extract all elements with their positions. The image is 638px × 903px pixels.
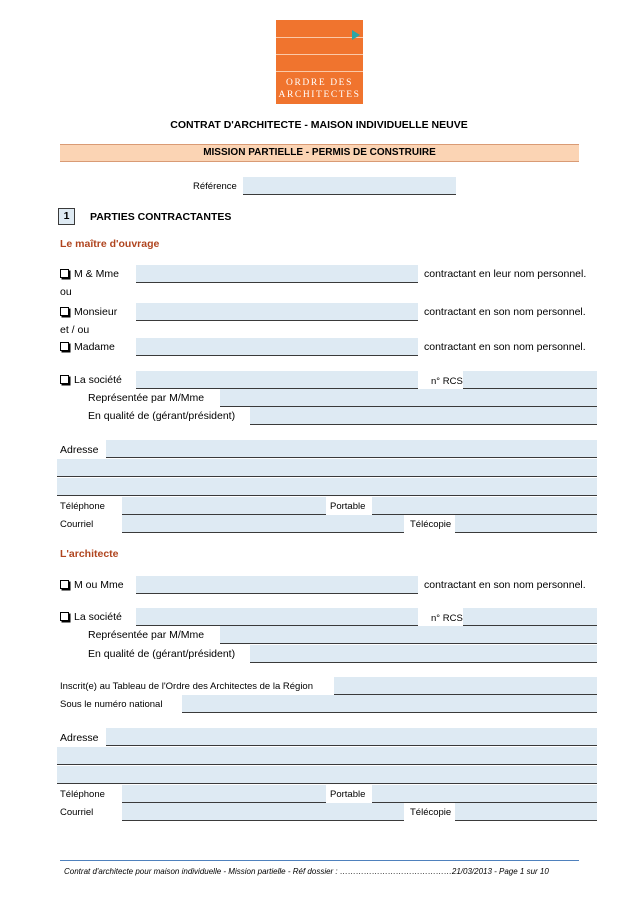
logo-corner-mark [352,30,360,40]
adresse-label: Adresse [60,444,99,456]
section-title: PARTIES CONTRACTANTES [90,211,232,223]
numero-national-field[interactable] [182,695,597,713]
arch-rcs-label: n° RCS [431,613,463,624]
monsieur-suffix: contractant en son nom personnel. [424,306,586,318]
architecte-heading: L'architecte [60,548,119,560]
ordre-des-architectes-logo [276,20,363,104]
checkbox-societe[interactable] [60,375,69,384]
courriel-field[interactable] [122,515,404,533]
adresse-field-1[interactable] [106,440,597,458]
adresse-field-3[interactable] [57,478,597,496]
telecopie-field[interactable] [455,515,597,533]
checkbox-m-ou-mme[interactable] [60,580,69,589]
footer-rule [60,860,579,861]
ou-label: ou [60,286,72,298]
monsieur-name-field[interactable] [136,303,418,321]
option-societe-label: La société [74,374,122,386]
option-m-ou-mme-label: M ou Mme [74,579,124,591]
reference-label: Référence [193,181,237,192]
arch-portable-field[interactable] [372,785,597,803]
arch-qualite-label: En qualité de (gérant/président) [88,648,236,660]
option-madame[interactable] [60,340,115,354]
section-number: 1 [63,210,70,222]
option-madame-label: Madame [74,341,115,353]
telephone-field[interactable] [122,497,326,515]
option-m-mme-label: M & Mme [74,268,119,280]
represente-label: Représentée par M/Mme [88,392,205,404]
maitre-ouvrage-heading: Le maître d'ouvrage [60,238,160,250]
madame-suffix: contractant en son nom personnel. [424,341,586,353]
portable-label: Portable [330,501,366,512]
section-number-box [58,208,75,225]
architecte-name-field[interactable] [136,576,418,594]
arch-rcs-field[interactable] [463,608,597,626]
arch-checkbox-societe[interactable] [60,612,69,621]
arch-represente-field[interactable] [220,626,597,644]
telecopie-label: Télécopie [410,519,452,530]
document-title: CONTRAT D'ARCHITECTE - MAISON INDIVIDUELLE NEUVE [170,119,468,131]
option-m-ou-mme[interactable] [60,578,124,592]
checkbox-madame[interactable] [60,342,69,351]
m-mme-suffix: contractant en leur nom personnel. [424,268,587,280]
qualite-label: En qualité de (gérant/président) [88,410,236,422]
region-field[interactable] [334,677,597,695]
arch-qualite-field[interactable] [250,645,597,663]
rcs-field[interactable] [463,371,597,389]
reference-field[interactable] [243,177,456,195]
architecte-suffix: contractant en son nom personnel. [424,579,586,591]
arch-telecopie-field[interactable] [455,803,597,821]
arch-option-societe[interactable] [60,610,122,624]
arch-telephone-label: Téléphone [60,789,105,800]
adresse-field-2[interactable] [57,459,597,477]
logo-line-2: ARCHITECTES [278,90,361,100]
rcs-label: n° RCS [431,376,463,387]
telephone-label: Téléphone [60,501,105,512]
arch-societe-field[interactable] [136,608,418,626]
checkbox-monsieur[interactable] [60,307,69,316]
et-ou-label: et / ou [60,324,90,336]
societe-name-field[interactable] [136,371,418,389]
checkbox-m-mme[interactable] [60,269,69,278]
mission-band [60,144,579,162]
arch-portable-label: Portable [330,789,366,800]
portable-field[interactable] [372,497,597,515]
option-societe[interactable] [60,373,122,387]
arch-represente-label: Représentée par M/Mme [88,629,205,641]
numero-national-label: Sous le numéro national [60,699,163,710]
footer-text: Contrat d'architecte pour maison individuelle - Mission partielle - Réf dossier : ……………………………………21/03/2013 - Page 1 sur 10 [64,867,549,876]
arch-adresse-field-3[interactable] [57,766,597,784]
courriel-label: Courriel [60,519,94,530]
qualite-field[interactable] [250,407,597,425]
represente-field[interactable] [220,389,597,407]
madame-name-field[interactable] [136,338,418,356]
inscrit-label: Inscrit(e) au Tableau de l'Ordre des Architectes de la Région [60,681,313,692]
mission-title: MISSION PARTIELLE - PERMIS DE CONSTRUIRE [203,147,436,158]
arch-adresse-field-1[interactable] [106,728,597,746]
logo-line-1: ORDRE DES [286,78,353,88]
arch-courriel-field[interactable] [122,803,404,821]
arch-adresse-field-2[interactable] [57,747,597,765]
arch-telecopie-label: Télécopie [410,807,452,818]
m-mme-name-field[interactable] [136,265,418,283]
arch-societe-label: La société [74,611,122,623]
arch-adresse-label: Adresse [60,732,99,744]
option-monsieur-label: Monsieur [74,306,118,318]
option-monsieur[interactable] [60,305,117,319]
arch-telephone-field[interactable] [122,785,326,803]
arch-courriel-label: Courriel [60,807,94,818]
option-m-mme[interactable] [60,267,119,281]
